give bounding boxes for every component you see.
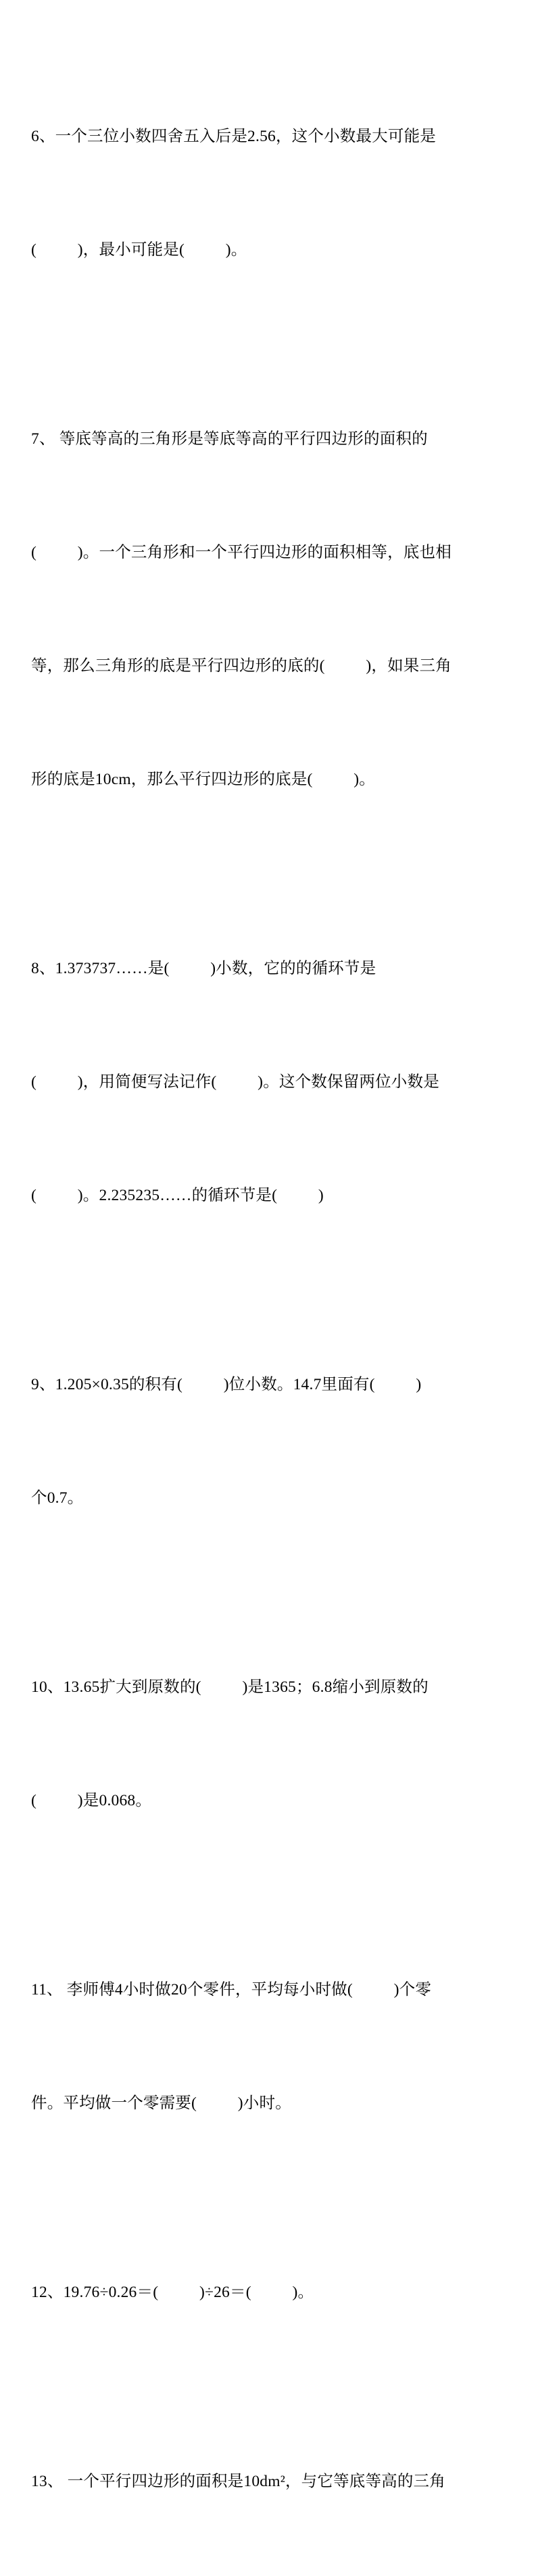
question-6-line-1: 6、一个三位小数四舍五入后是2.56，这个小数最大可能是	[31, 128, 436, 145]
question-9-line-1: 9、1.205×0.35的积有( )位小数。14.7里面有( )	[31, 1376, 422, 1393]
question-11	[31, 1895, 505, 2198]
question-12-line-1: 12、19.76÷0.26＝( )÷26＝( )。	[31, 2284, 314, 2301]
question-7	[31, 344, 505, 874]
question-13	[31, 2387, 505, 2576]
question-11-line-1: 11、 李师傅4小时做20个零件，平均每小时做( )个零	[31, 1981, 432, 1999]
question-11-line-2: 件。平均做一个零需要( )小时。	[31, 2094, 291, 2112]
question-13-line-1: 13、 一个平行四边形的面积是10dm²，与它等底等高的三角	[31, 2473, 445, 2490]
question-10-line-1: 10、13.65扩大到原数的( )是1365；6.8缩小到原数的	[31, 1678, 429, 1696]
question-8-line-3: ( )。2.235235……的循环节是( )	[31, 1187, 324, 1204]
question-6-line-2: ( )，最小可能是( )。	[31, 241, 247, 259]
question-10	[31, 1593, 505, 1895]
question-8-line-1: 8、1.373737……是( )小数，它的的循环节是	[31, 960, 376, 977]
question-9-line-2: 个0.7。	[31, 1489, 84, 1507]
question-7-line-3: 等，那么三角形的底是平行四边形的底的( )，如果三角	[31, 657, 452, 675]
question-7-line-2: ( )。一个三角形和一个平行四边形的面积相等，底也相	[31, 544, 452, 561]
question-7-line-1: 7、 等底等高的三角形是等底等高的平行四边形的面积的	[31, 430, 428, 448]
question-6	[31, 42, 505, 344]
question-10-line-2: ( )是0.068。	[31, 1792, 152, 1809]
question-7-line-4: 形的底是10cm，那么平行四边形的底是( )。	[31, 771, 376, 788]
question-8	[31, 874, 505, 1290]
question-8-line-2: ( )，用简便写法记作( )。这个数保留两位小数是	[31, 1073, 439, 1091]
question-12	[31, 2198, 505, 2387]
question-9	[31, 1290, 505, 1593]
